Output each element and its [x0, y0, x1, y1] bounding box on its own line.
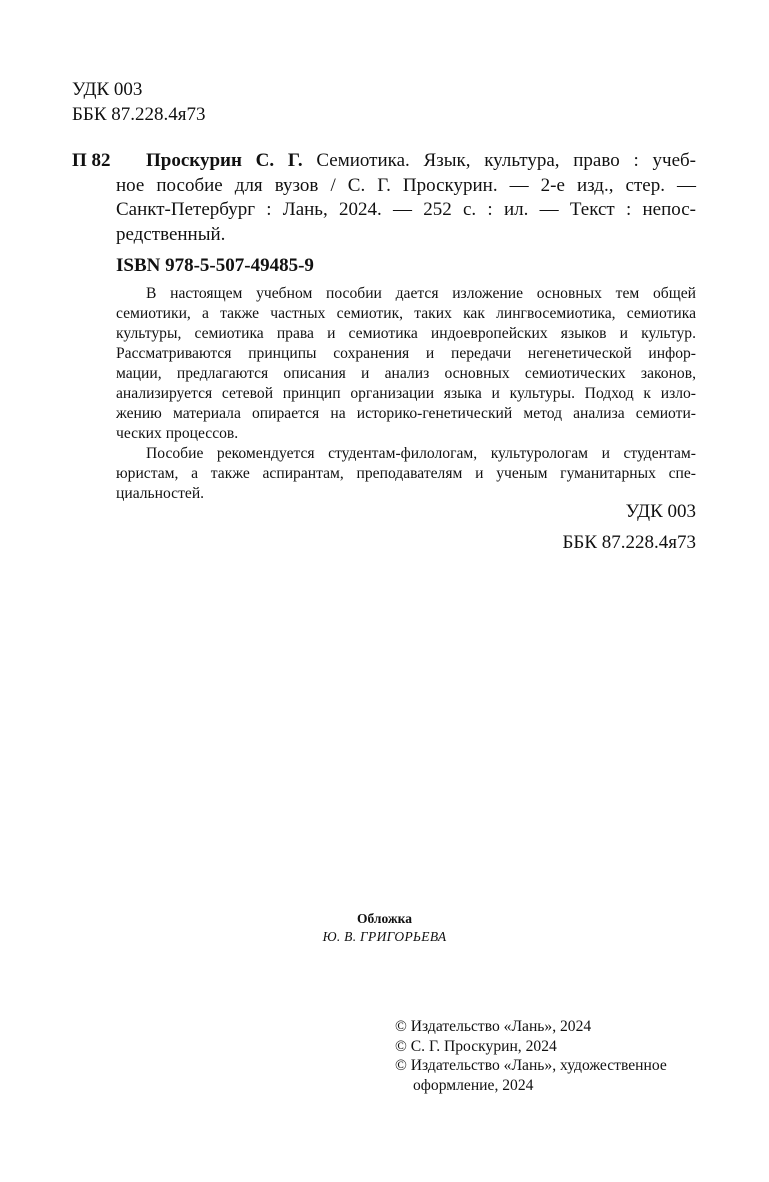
abstract-line: Пособие рекомендуется студентам-филологам, культурологам и студентам-	[146, 445, 696, 462]
bibliographic-record	[116, 149, 696, 247]
book-title: Семиотика. Язык, культура, право : учеб-	[316, 150, 696, 171]
biblio-line	[116, 149, 696, 174]
abstract-line: анализируется сетевой принцип организации языка и культуры. Подход к изло-	[116, 385, 696, 402]
copyright-line: © Издательство «Лань», 2024	[395, 1018, 592, 1035]
copyright-block	[395, 1017, 705, 1095]
cover-label: Обложка	[356, 911, 412, 926]
biblio-line: редственный.	[116, 223, 226, 245]
bbk-code-bottom: ББК 87.228.4я73	[562, 532, 696, 553]
abstract-line: жению материала опирается на историко-генетический метод анализа семиоти-	[116, 405, 696, 422]
copyright-line: © Издательство «Лань», художественное	[395, 1057, 667, 1074]
abstract	[116, 284, 696, 504]
abstract-line: Рассматриваются принципы сохранения и передачи негенетической инфор-	[116, 345, 696, 362]
abstract-line: ческих процессов.	[116, 425, 239, 442]
biblio-line: ное пособие для вузов / С. Г. Проскурин. — 2-е изд., стер. —	[116, 174, 696, 196]
udk-code-bottom: УДК 003	[625, 501, 696, 522]
abstract-line: семиотики, а также частных семиотик, таких как лингвосемиотика, семиотика	[116, 305, 696, 322]
bbk-code: ББК 87.228.4я73	[72, 104, 206, 125]
abstract-line: В настоящем учебном пособии дается изложение основных тем общей	[146, 285, 696, 302]
abstract-line: юристам, а также аспирантам, преподавателям и ученым гуманитарных спе-	[116, 465, 696, 482]
copyright-line: оформление, 2024	[413, 1076, 534, 1094]
abstract-line: культуры, семиотика права и семиотика индоевропейских языков и культур.	[116, 325, 696, 342]
udk-code: УДК 003	[72, 79, 143, 100]
author-name: Проскурин С. Г.	[146, 150, 303, 171]
copyright-line: © С. Г. Проскурин, 2024	[395, 1037, 557, 1055]
isbn: ISBN 978-5-507-49485-9	[116, 255, 314, 276]
biblio-line: Санкт-Петербург : Лань, 2024. — 252 с. : ил. — Текст : непос-	[116, 199, 696, 220]
author-mark: П 82	[72, 150, 111, 171]
cover-designer: Ю. В. ГРИГОРЬЕВА	[322, 929, 447, 944]
abstract-line: циальностей.	[116, 485, 205, 502]
abstract-line: мации, предлагаются описания и анализ основных семиотических законов,	[116, 365, 696, 382]
